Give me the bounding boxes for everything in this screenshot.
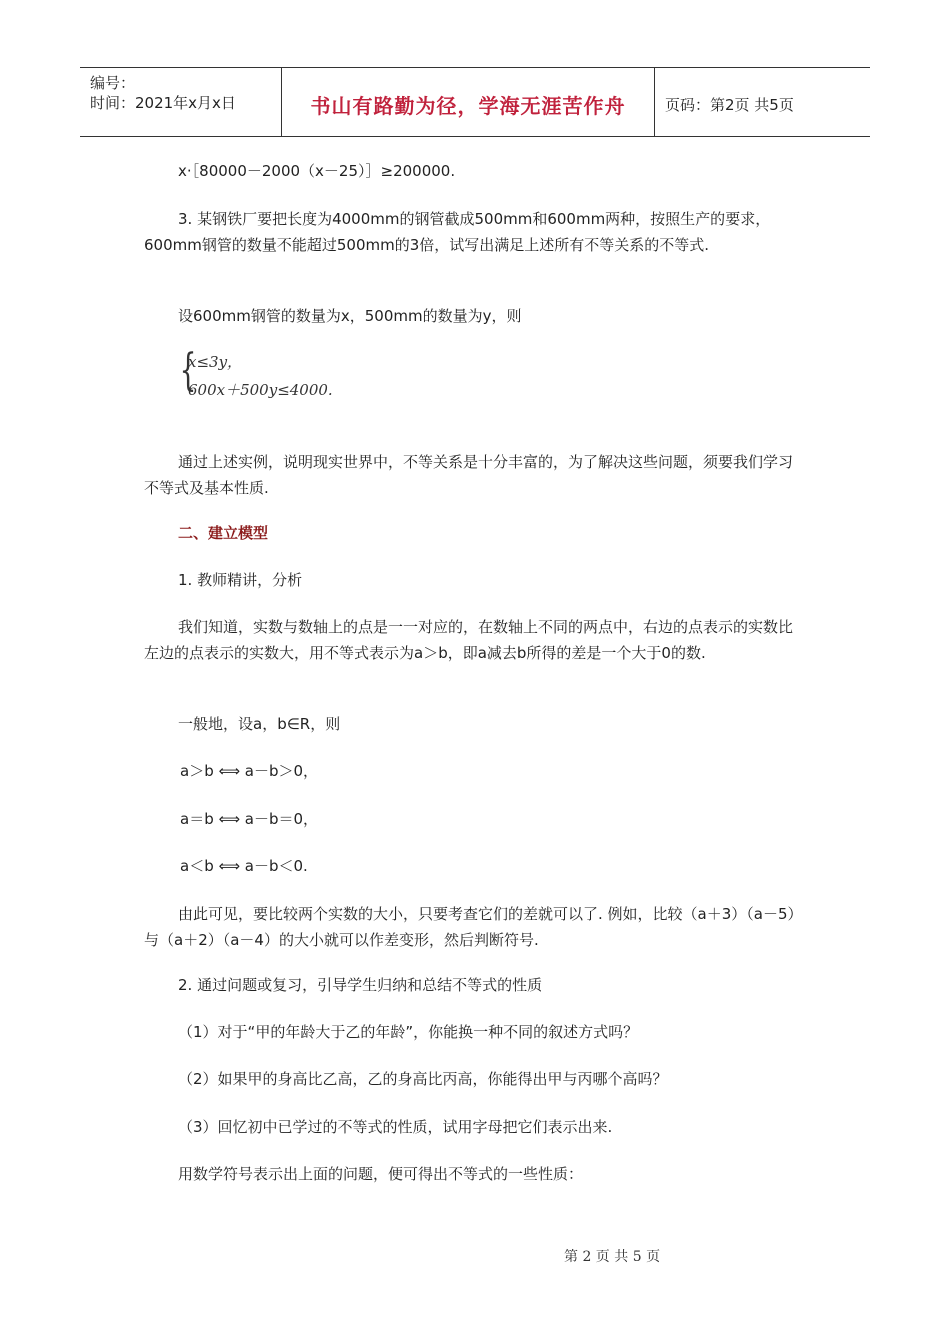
question-3-setup: 设600mm钢管的数量为x，500mm的数量为y，则	[178, 307, 522, 325]
number-label: 编号：	[90, 74, 136, 92]
sub-question-3: （3）回忆初中已学过的不等式的性质，试用字母把它们表示出来.	[178, 1118, 613, 1136]
sub-question-2: （2）如果甲的身高比乙高，乙的身高比丙高，你能得出甲与丙哪个高吗？	[178, 1070, 668, 1088]
left-brace-icon: {	[179, 345, 197, 396]
motto-text: 书山有路勤为径，学海无涯苦作舟	[310, 94, 626, 118]
footer-page-number: 第 2 页 共 5 页	[564, 1249, 661, 1265]
relation-less: a＜b ⟺ a－b＜0.	[180, 857, 308, 875]
header-info-cell	[80, 68, 282, 136]
header-motto-cell	[282, 68, 655, 136]
compare-paragraph: 由此可见，要比较两个实数的大小，只要考查它们的差就可以了. 例如，比较（a＋3）（a－5）与（a＋2）（a－4）的大小就可以作差变形，然后判断符号.	[144, 905, 803, 949]
section-2-title: 二、建立模型	[178, 524, 269, 542]
header-page-cell	[655, 68, 870, 136]
page-info: 页码：第2页 共5页	[665, 96, 794, 114]
item-1-heading: 1. 教师精讲，分析	[178, 571, 303, 589]
question-3: 3. 某钢铁厂要把长度为4000mm的钢管截成500mm和600mm两种，按照生产的要求，600mm钢管的数量不能超过500mm的3倍，试写出满足上述所有不等关系的不等式.	[144, 210, 771, 254]
summary-paragraph: 通过上述实例，说明现实世界中，不等关系是十分丰富的，为了解决这些问题，须要我们学习不等式及基本性质.	[144, 453, 794, 497]
system-line-2: 600x＋500y≤4000.	[188, 381, 333, 399]
relation-greater: a＞b ⟺ a－b＞0，	[180, 762, 319, 780]
sub-question-1: （1）对于“甲的年龄大于乙的年龄”，你能换一种不同的叙述方式吗？	[178, 1023, 639, 1041]
closing-line: 用数学符号表示出上面的问题，便可得出不等式的一些性质：	[178, 1165, 584, 1183]
time-label: 时间：2021年x月x日	[90, 94, 236, 112]
number-line-paragraph: 我们知道，实数与数轴上的点是一一对应的，在数轴上不同的两点中，右边的点表示的实数比左边的点表示的实数大，用不等式表示为a＞b，即a减去b所得的差是一个大于0的数.	[144, 618, 794, 662]
header-table	[80, 67, 870, 137]
formula-line: x·［80000－2000（x－25）］≥200000.	[178, 162, 456, 180]
system-line-1: x≤3y，	[188, 353, 243, 371]
item-2-heading: 2. 通过问题或复习，引导学生归纳和总结不等式的性质	[178, 976, 543, 994]
relation-equal: a＝b ⟺ a－b＝0，	[180, 810, 319, 828]
general-statement: 一般地，设a，b∈R，则	[178, 715, 341, 733]
